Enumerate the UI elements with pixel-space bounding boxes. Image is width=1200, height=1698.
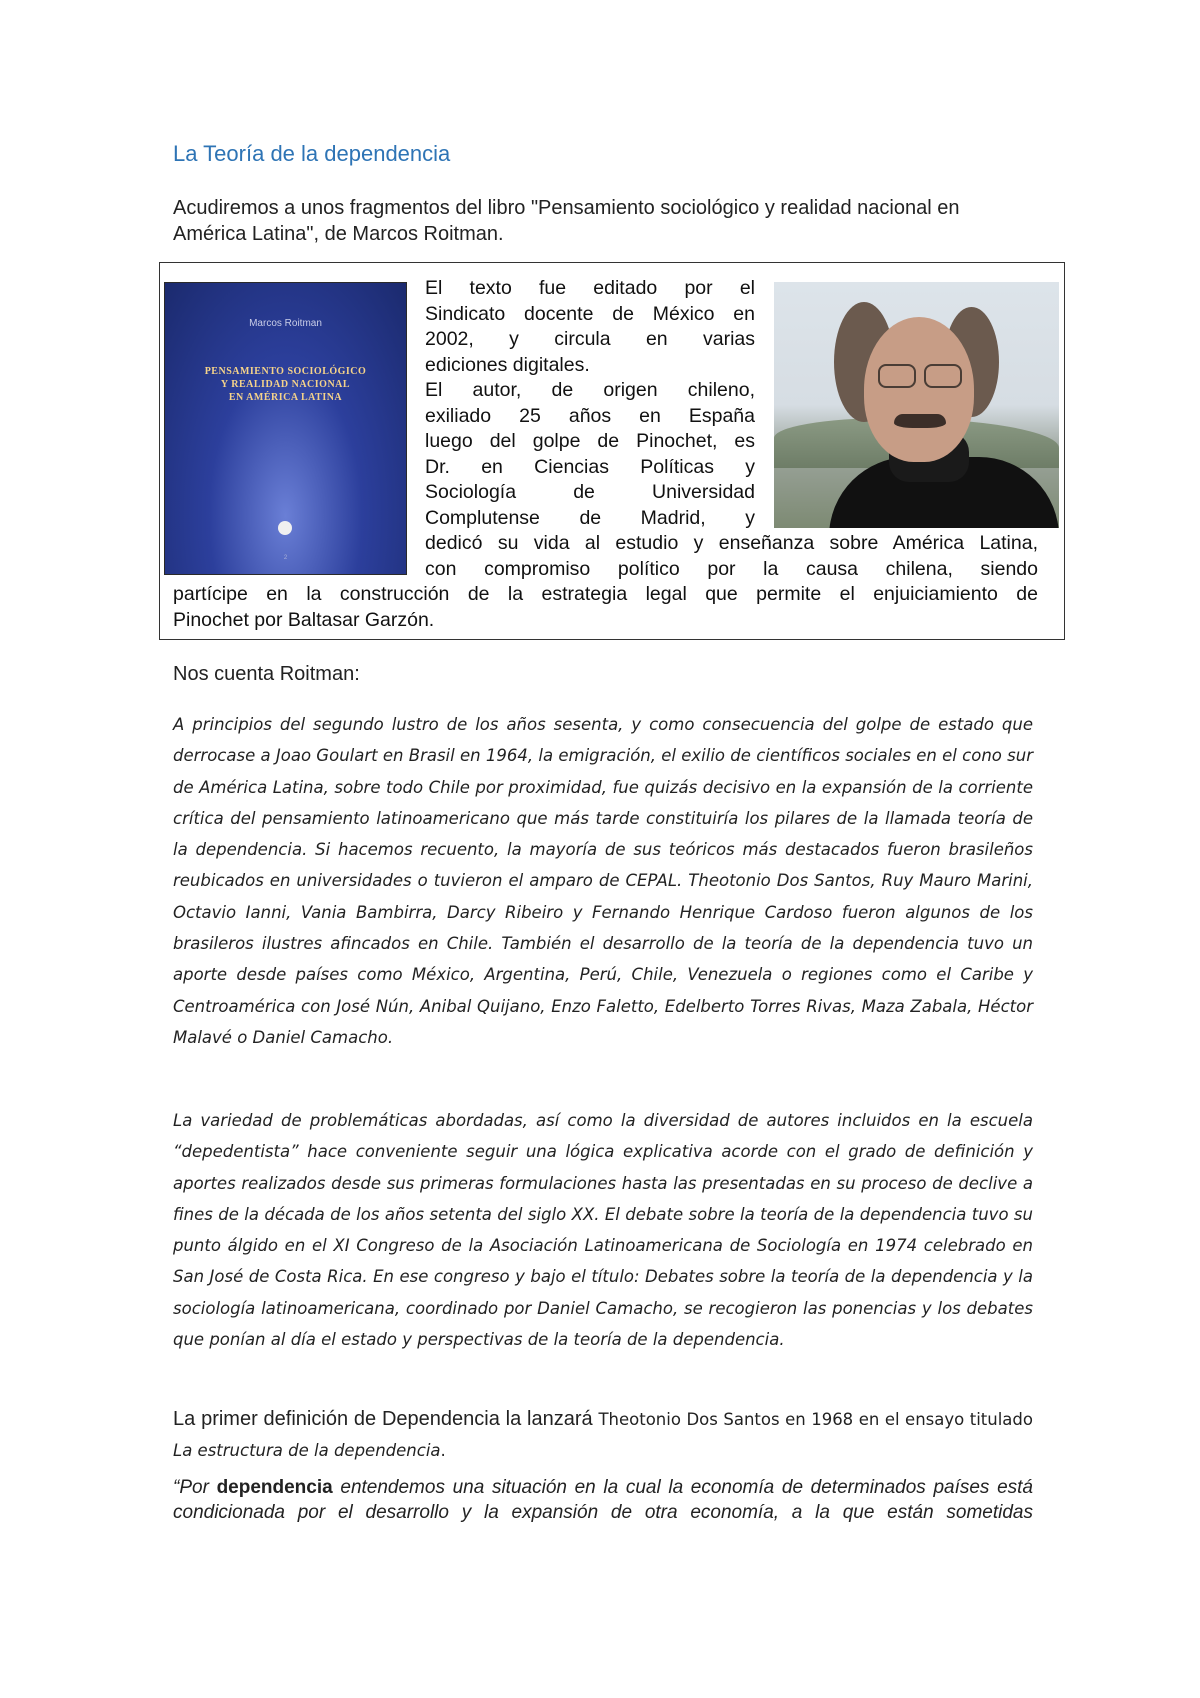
quote-paragraph-2: La variedad de problemáticas abordadas, así como la diversidad de autores incluidos en la escuela “depedentista” hace conveniente seguir una lógica explicativa acorde con el grado de definición y aportes realizados desde sus primeras formulaciones hasta las presentadas en su proceso de declive a fines de la década de los años setenta del siglo XX. El debate sobre la teoría de la dependencia tuvo su punto álgido en el XI Congreso de la Asociación Latinoamericana de Sociología en 1974 celebrado en San José de Costa Rica. En ese congreso y bajo el título: Debates sobre la teoría de la dependencia y la sociología latinoamericana, coordinado por Daniel Camacho, se recogieron las ponencias y los debates que ponían al día el estado y perspectivas de la teoría de la dependencia. [173,1111,1033,1350]
definition-paragraph: La primer definición de Dependencia la lanzará Theotonio Dos Santos en 1968 en el ensayo titulado La estructura de la dependencia. [173,1408,1033,1460]
box-text-line: ediciones digitales. [425,353,590,376]
quote-paragraph-1: A principios del segundo lustro de los años sesenta, y como consecuencia del golpe de estado que derrocase a Joao Goulart en Brasil en 1964, la emigración, el exilio de científicos sociales en el cono sur de América Latina, sobre todo Chile por proximidad, fue quizás decisivo en la expansión de la corriente crítica del pensamiento latinoamericano que más tarde constituiría los pilares de la llamada teoría de la dependencia. Si hacemos recuento, la mayoría de sus teóricos más destacados fueron brasileños reubicados en universidades o tuvieron el amparo de CEPAL. Theotonio Dos Santos, Ruy Mauro Marini, Octavio Ianni, Vania Bambirra, Darcy Ribeiro y Fernando Henrique Cardoso fueron algunos de los brasileros ilustres afincados en Chile. También el desarrollo de la teoría de la dependencia tuvo un aporte desde países como México, Argentina, Perú, Chile, Venezuela o regiones como el Caribe y Centroamérica con José Nún, Anibal Quijano, Enzo Faletto, Edelberto Torres Rivas, Maza Zabala, Héctor Malavé o Daniel Camacho. [173,715,1033,1047]
book-title: PENSAMIENTO SOCIOLÓGICO Y REALIDAD NACIONAL EN AMÉRICA LATINA [204,366,367,403]
page-title: La Teoría de la dependencia [173,141,451,166]
box-text-line: El texto fue editado por el [425,277,755,299]
book-volume-number: 2 [283,555,288,561]
author-name: Theotonio Dos Santos [598,1410,780,1429]
box-text-line: partícipe en la construcción de la estrategia legal que permite el enjuiciamiento de [173,583,1038,605]
box-text-line: Dr. en Ciencias Políticas y [425,455,755,478]
box-text-line: Complutense de Madrid, y [425,506,755,529]
author-portrait-photo [774,282,1059,528]
box-text-line: Pinochet por Baltasar Garzón. [173,608,435,631]
box-text-line: exiliado 25 años en España [425,404,755,427]
book-cover-image [165,283,406,574]
box-text-line: Sociología de Universidad [425,481,755,503]
box-text-line: Sindicato docente de México en [425,302,755,325]
box-text-line: luego del golpe de Pinochet, es [425,430,755,452]
box-text-line: El autor, de origen chileno, [425,379,755,401]
definition-quote: “Por dependencia entendemos una situación en la cual la economía de determinados países está condicionada por el desarrollo y la expansión de otra economía, a la que están sometidas [173,1477,1033,1523]
box-text-line: dedicó su vida al estudio y enseñanza sobre América Latina, [425,532,1038,554]
quote-intro: Nos cuenta Roitman: [173,663,360,685]
publisher-emblem-icon [278,521,292,535]
box-text-line: 2002, y circula en varias [425,328,755,350]
keyword-dependencia: dependencia [216,1477,333,1498]
box-text-line: con compromiso político por la causa chilena, siendo [425,557,1038,580]
intro-paragraph: Acudiremos a unos fragmentos del libro "Pensamiento sociológico y realidad nacional en América Latina", de Marcos Roitman. [173,197,960,245]
essay-title: La estructura de la dependencia [173,1441,441,1460]
book-author: Marcos Roitman [249,318,322,329]
